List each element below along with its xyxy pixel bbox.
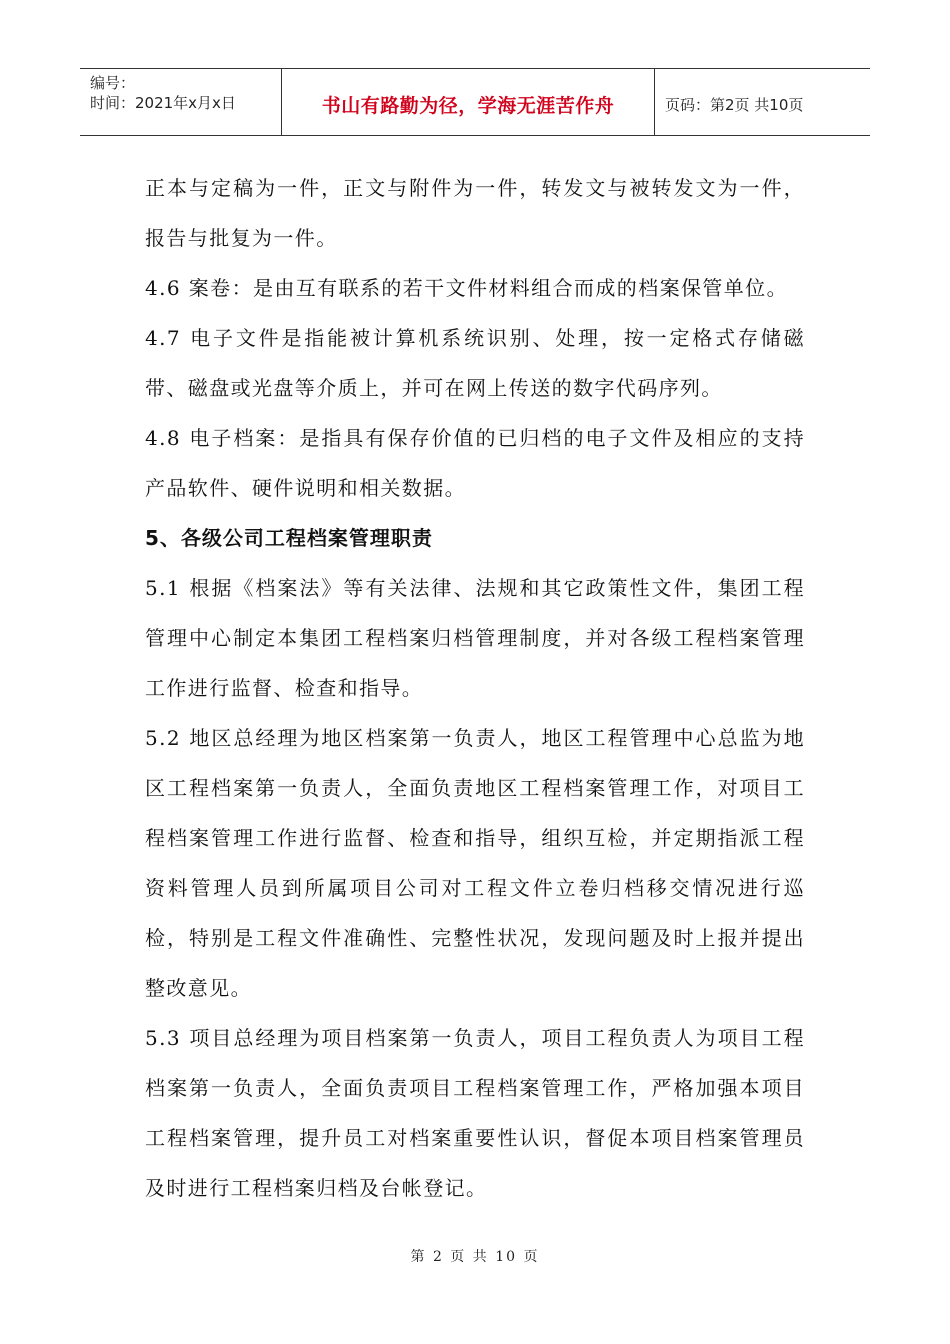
section-heading: 5、各级公司工程档案管理职责 xyxy=(145,526,433,550)
header-meta xyxy=(80,69,282,135)
paragraph: 5.1 根据《档案法》等有关法律、法规和其它政策性文件，集团工程管理中心制定本集团工程档案归档管理制度，并对各级工程档案管理工作进行监督、检查和指导。 xyxy=(145,576,805,700)
code-label: 编号： xyxy=(90,74,136,92)
page-header xyxy=(80,68,870,136)
paragraph: 4.6 案卷：是由互有联系的若干文件材料组合而成的档案保管单位。 xyxy=(145,276,788,300)
page-footer: 第 2 页 共 10 页 xyxy=(410,1249,540,1265)
header-motto: 书山有路勤为径，学海无涯苦作舟 xyxy=(282,69,655,135)
time-label: 时间：2021年x月x日 xyxy=(90,94,236,112)
paragraph: 5.3 项目总经理为项目档案第一负责人，项目工程负责人为项目工程档案第一负责人，全面负责项目工程档案管理工作，严格加强本项目工程档案管理，提升员工对档案重要性认识，督促本项目档案管理员及时进行工程档案归档及台帐登记。 xyxy=(145,1026,805,1200)
paragraph: 4.8 电子档案：是指具有保存价值的已归档的电子文件及相应的支持产品软件、硬件说明和相关数据。 xyxy=(145,426,805,500)
paragraph: 5.2 地区总经理为地区档案第一负责人，地区工程管理中心总监为地区工程档案第一负责人，全面负责地区工程档案管理工作，对项目工程档案管理工作进行监督、检查和指导，组织互检，并定期指派工程资料管理人员到所属项目公司对工程文件立卷归档移交情况进行巡检，特别是工程文件准确性、完整性状况，发现问题及时上报并提出整改意见。 xyxy=(145,726,805,1000)
paragraph: 4.7 电子文件是指能被计算机系统识别、处理，按一定格式存储磁带、磁盘或光盘等介质上，并可在网上传送的数字代码序列。 xyxy=(145,326,805,400)
header-page-info: 页码：第2页 共10页 xyxy=(665,95,804,114)
paragraph: 正本与定稿为一件，正文与附件为一件，转发文与被转发文为一件，报告与批复为一件。 xyxy=(145,176,805,250)
document-body xyxy=(145,163,805,1213)
